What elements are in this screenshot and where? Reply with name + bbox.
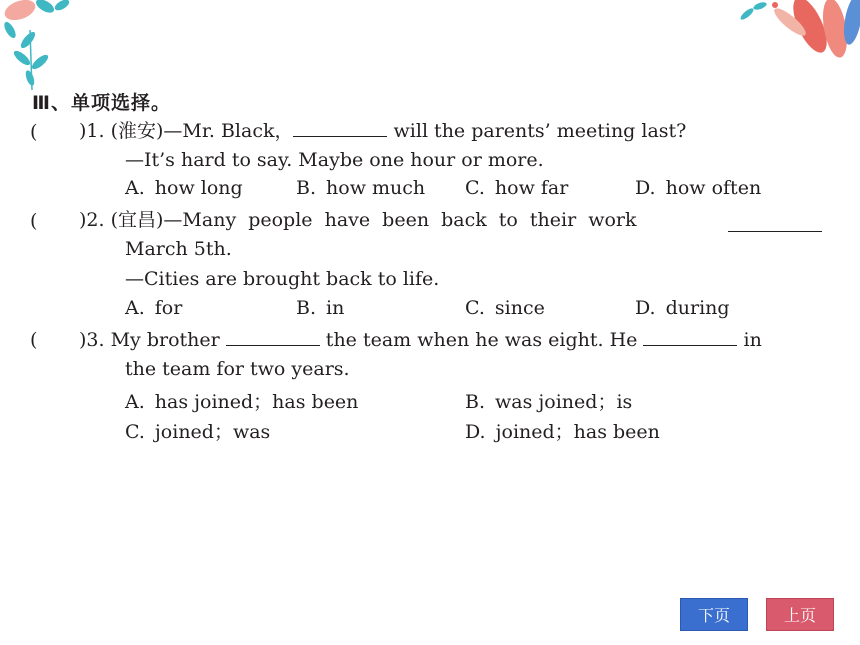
question-text: (淮安)—Mr. Black，	[110, 120, 294, 142]
next-page-button[interactable]: 下页	[680, 598, 748, 631]
option-b: B. was joined；is	[465, 391, 633, 413]
previous-page-button[interactable]: 上页	[766, 598, 834, 631]
option-d: D. joined；has been	[465, 421, 660, 443]
answer-paren: (	[30, 210, 38, 232]
option-a: A. for	[125, 297, 183, 319]
answer-paren: (	[30, 329, 38, 351]
answer-blank	[728, 213, 822, 232]
question-text: the team when he was eight. He	[319, 329, 638, 351]
option-a: A. has joined；has been	[125, 391, 359, 413]
option-c: C. joined；was	[125, 421, 271, 443]
question-text: —It’s hard to say. Maybe one hour or more.	[125, 149, 544, 171]
question-text: March 5th.	[125, 238, 232, 260]
question-number: )3.	[79, 329, 105, 351]
option-c: C. how far	[465, 177, 569, 199]
question-number: )1.	[79, 120, 105, 142]
option-b: B. in	[296, 297, 345, 319]
question-text: —Cities are brought back to life.	[125, 268, 440, 290]
answer-blank	[226, 327, 320, 346]
floral-decoration-icon	[0, 0, 80, 95]
question-text: (宜昌)—Many people have been back to their work	[110, 209, 637, 231]
option-a: A. how long	[125, 177, 243, 199]
option-d: D. how often	[635, 177, 762, 199]
question-number: )2.	[79, 209, 105, 231]
option-d: D. during	[635, 297, 730, 319]
option-b: B. how much	[296, 177, 426, 199]
question-text: will the parents’ meeting last?	[387, 120, 687, 142]
question-text: My brother	[110, 329, 220, 351]
answer-blank	[643, 327, 737, 346]
answer-blank	[293, 118, 387, 137]
option-c: C. since	[465, 297, 545, 319]
question-text: the team for two years.	[125, 358, 350, 380]
section-title: Ⅲ、单项选择。	[32, 92, 171, 114]
question-text: in	[737, 329, 762, 351]
floral-decoration-icon	[735, 0, 860, 75]
answer-paren: (	[30, 121, 38, 143]
